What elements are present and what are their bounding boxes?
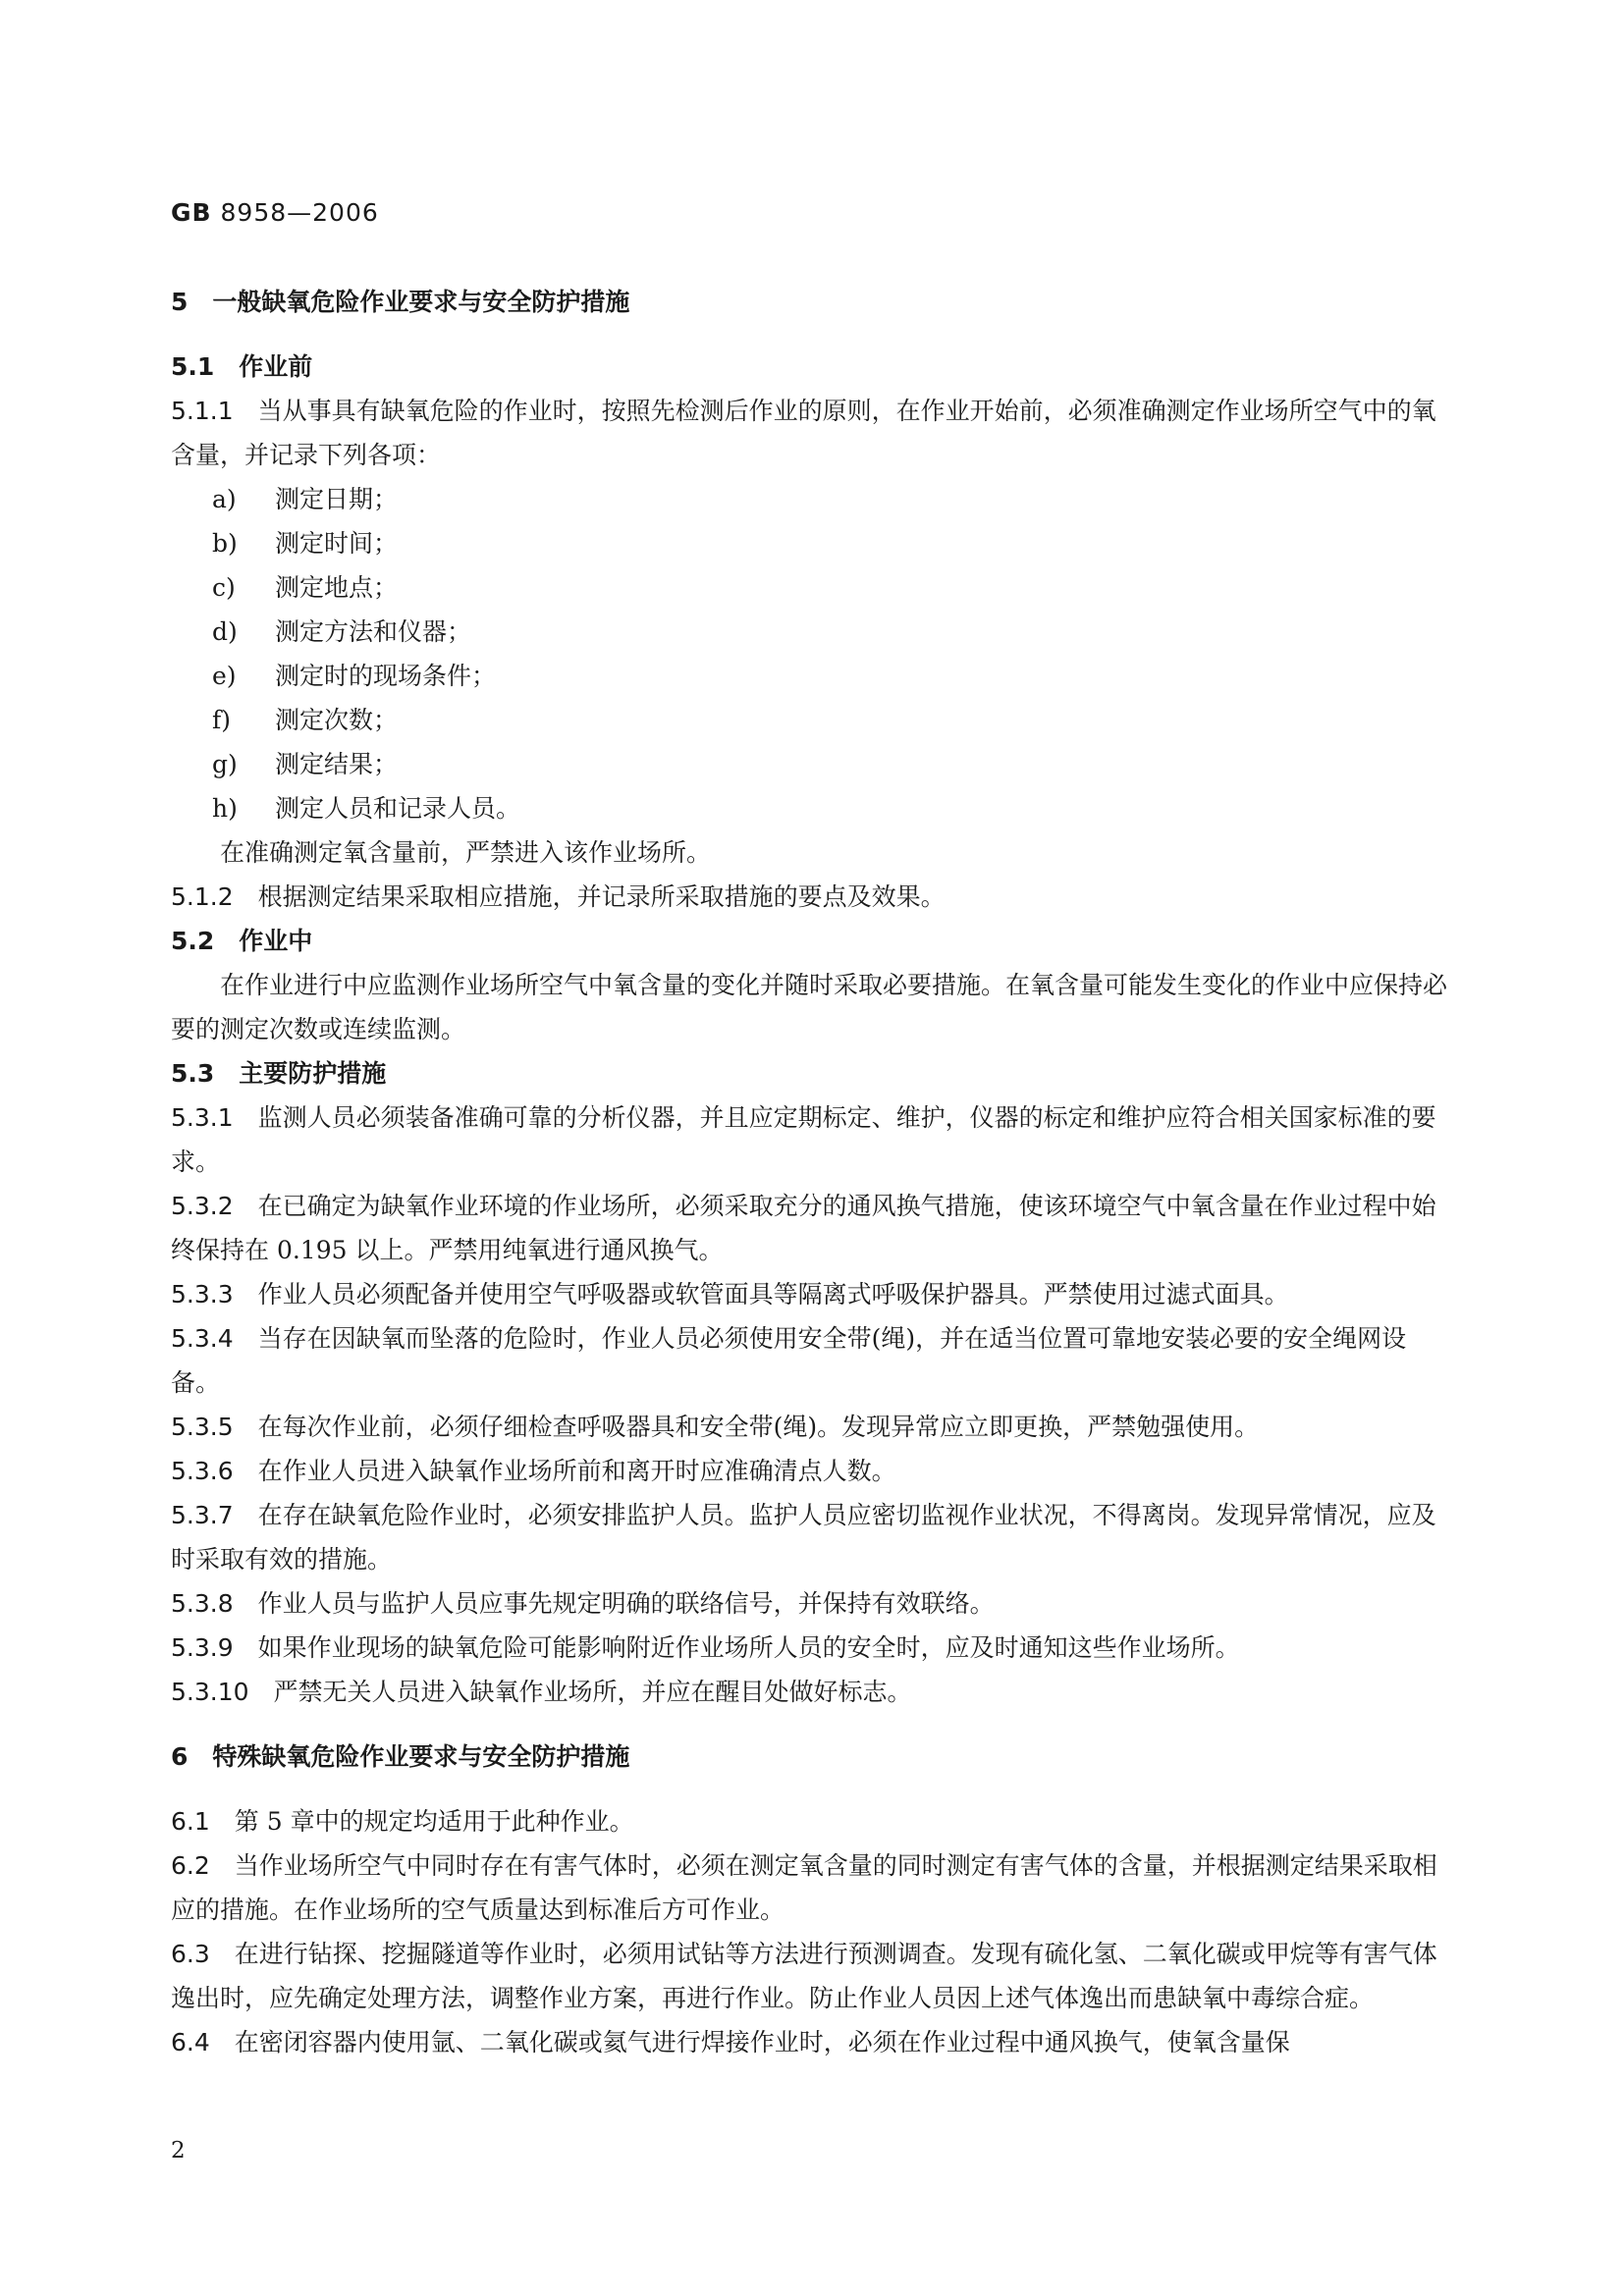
clause-text: 在每次作业前，必须仔细检查呼吸器具和安全带(绳)。发现异常应立即更换，严禁勉强使用。 [257, 1413, 1260, 1441]
clause-text: 在已确定为缺氧作业环境的作业场所，必须采取充分的通风换气措施，使该环境空气中氧含量在作业过程中始终保持在 0.195 以上。严禁用纯氧进行通风换气。 [171, 1192, 1436, 1264]
clause-number: 6.2 [171, 1851, 210, 1880]
clause-text: 根据测定结果采取相应措施，并记录所采取措施的要点及效果。 [257, 882, 946, 911]
clause-5-3-8 [171, 1581, 1447, 1626]
standard-prefix: GB [171, 198, 212, 227]
list-label: h) [212, 794, 238, 823]
clause-number: 6.1 [171, 1807, 210, 1836]
section-5-title: 5 一般缺氧危险作业要求与安全防护措施 [171, 288, 630, 316]
list-text: 测定结果； [275, 750, 399, 778]
clause-5-3-5 [171, 1405, 1447, 1449]
list-label: b) [212, 529, 238, 558]
clause-text: 如果作业现场的缺氧危险可能影响附近作业场所人员的安全时，应及时通知这些作业场所。 [257, 1633, 1240, 1662]
list-item [171, 742, 1447, 786]
clause-5-1-1 [171, 389, 1447, 477]
clause-text: 在进行钻探、挖掘隧道等作业时，必须用试钻等方法进行预测调查。发现有硫化氢、二氧化碳或甲烷等有害气体逸出时，应先确定处理方法，调整作业方案，再进行作业。防止作业人员因上述气体逸出而患缺氧中毒综合症。 [171, 1940, 1437, 2012]
clause-number: 5.3.5 [171, 1413, 234, 1441]
list-item [171, 610, 1447, 654]
list-text: 测定人员和记录人员。 [275, 794, 521, 823]
clause-number: 5.3.6 [171, 1457, 234, 1485]
standard-code [171, 198, 379, 227]
clause-5-3-1 [171, 1095, 1447, 1184]
clause-number: 5.3.4 [171, 1324, 234, 1353]
clause-5-1-2 [171, 875, 1447, 919]
list-text: 测定时的现场条件； [275, 662, 497, 690]
clause-5-3-6 [171, 1449, 1447, 1493]
clause-text: 当作业场所空气中同时存在有害气体时，必须在测定氧含量的同时测定有害气体的含量，并根据测定结果采取相应的措施。在作业场所的空气质量达到标准后方可作业。 [171, 1851, 1437, 1924]
clause-number: 6.3 [171, 1940, 210, 1968]
clause-6-4 [171, 2020, 1447, 2064]
list-label: d) [212, 617, 238, 646]
clause-number: 5.1.1 [171, 397, 234, 425]
clause-5-3-4 [171, 1316, 1447, 1405]
list-item [171, 521, 1447, 565]
page-number: 2 [171, 2138, 186, 2163]
list-item [171, 477, 1447, 521]
clause-5-3-3 [171, 1272, 1447, 1316]
list-text: 测定时间； [275, 529, 399, 558]
clause-5-2-text: 在作业进行中应监测作业场所空气中氧含量的变化并随时采取必要措施。在氧含量可能发生变化的作业中应保持必要的测定次数或连续监测。 [171, 971, 1448, 1043]
list-item [171, 565, 1447, 610]
clause-5-3-heading: 5.3 主要防护措施 [171, 1059, 387, 1088]
clause-6-2 [171, 1843, 1447, 1932]
clause-text: 严禁无关人员进入缺氧作业场所，并应在醒目处做好标志。 [273, 1678, 912, 1706]
clause-number: 5.1.2 [171, 882, 234, 911]
clause-number: 5.3.10 [171, 1678, 249, 1706]
clause-text: 作业人员与监护人员应事先规定明确的联络信号，并保持有效联络。 [257, 1589, 995, 1618]
clause-6-3 [171, 1932, 1447, 2020]
clause-5-3-9 [171, 1626, 1447, 1670]
clause-6-1 [171, 1799, 1447, 1843]
clause-number: 5.3.8 [171, 1589, 234, 1618]
clause-5-3-2 [171, 1184, 1447, 1272]
list-label: e) [212, 662, 237, 690]
clause-text: 作业人员必须配备并使用空气呼吸器或软管面具等隔离式呼吸保护器具。严禁使用过滤式面具。 [257, 1280, 1289, 1308]
clause-number: 5.3.3 [171, 1280, 234, 1308]
list-item [171, 786, 1447, 830]
clause-text: 当存在因缺氧而坠落的危险时，作业人员必须使用安全带(绳)，并在适当位置可靠地安装必要的安全绳网设备。 [171, 1324, 1407, 1397]
list-label: f) [212, 706, 232, 734]
clause-number: 5.3.7 [171, 1501, 234, 1529]
clause-text: 在密闭容器内使用氩、二氧化碳或氦气进行焊接作业时，必须在作业过程中通风换气，使氧含量保 [234, 2028, 1290, 2056]
section-6-title: 6 特殊缺氧危险作业要求与安全防护措施 [171, 1742, 630, 1771]
clause-number: 5.3.1 [171, 1103, 234, 1132]
clause-text: 当从事具有缺氧危险的作业时，按照先检测后作业的原则，在作业开始前，必须准确测定作业场所空气中的氧含量，并记录下列各项： [171, 397, 1436, 469]
document-body [171, 280, 1447, 2064]
list-text: 测定次数； [275, 706, 399, 734]
clause-5-1-1-note: 在准确测定氧含量前，严禁进入该作业场所。 [220, 838, 712, 867]
list-text: 测定地点； [275, 573, 399, 602]
clause-5-3-7 [171, 1493, 1447, 1581]
clause-5-3-10 [171, 1670, 1447, 1714]
list-label: a) [212, 485, 237, 513]
clause-number: 6.4 [171, 2028, 210, 2056]
clause-5-1-heading: 5.1 作业前 [171, 352, 313, 381]
clause-number: 5.3.2 [171, 1192, 234, 1220]
clause-text: 监测人员必须装备准确可靠的分析仪器，并且应定期标定、维护，仪器的标定和维护应符合相关国家标准的要求。 [171, 1103, 1436, 1176]
standard-number: 8958—2006 [220, 198, 379, 227]
list-text: 测定日期； [275, 485, 399, 513]
clause-text: 在存在缺氧危险作业时，必须安排监护人员。监护人员应密切监视作业状况，不得离岗。发现异常情况，应及时采取有效的措施。 [171, 1501, 1436, 1574]
list-label: c) [212, 573, 236, 602]
list-item [171, 698, 1447, 742]
list-label: g) [212, 750, 238, 778]
clause-number: 5.3.9 [171, 1633, 234, 1662]
clause-text: 第 5 章中的规定均适用于此种作业。 [234, 1807, 634, 1836]
list-text: 测定方法和仪器； [275, 617, 472, 646]
clause-text: 在作业人员进入缺氧作业场所前和离开时应准确清点人数。 [257, 1457, 896, 1485]
list-item [171, 654, 1447, 698]
clause-5-2-heading: 5.2 作业中 [171, 927, 313, 955]
